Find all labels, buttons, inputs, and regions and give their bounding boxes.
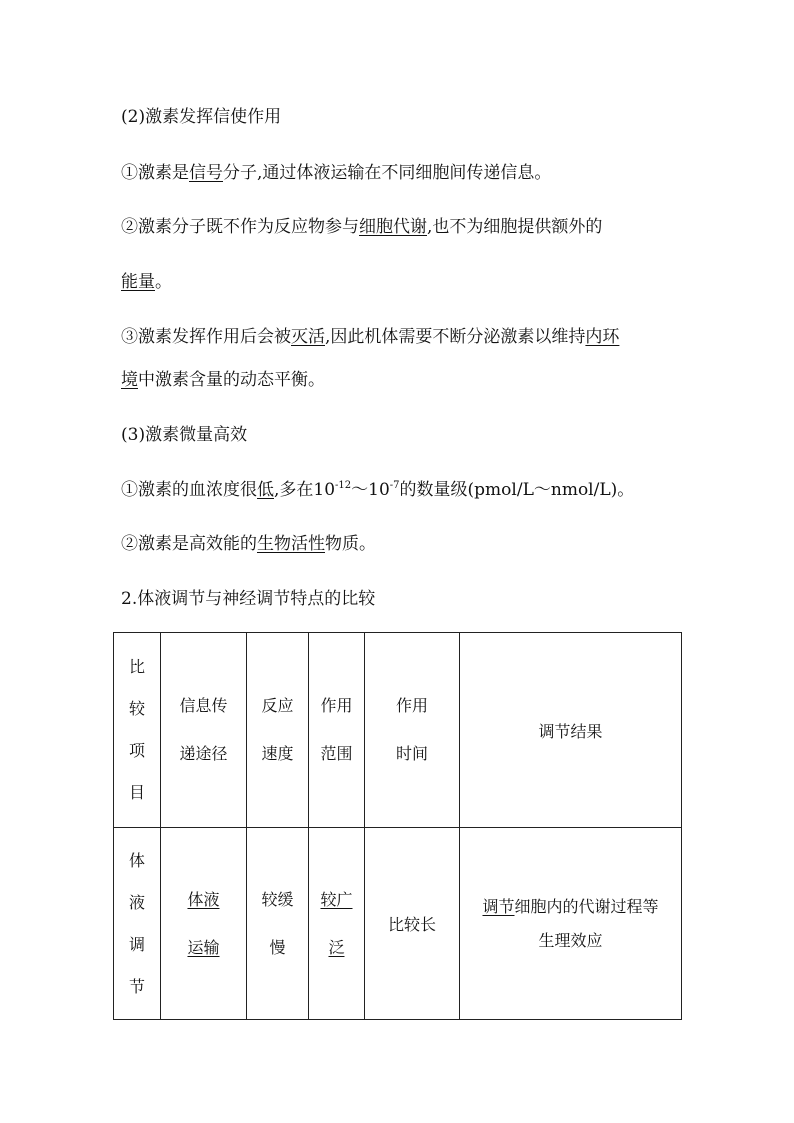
paragraph-5 xyxy=(121,532,376,556)
text: ②激素是高效能的 xyxy=(121,534,257,554)
answer-blank: 泛 xyxy=(328,937,345,957)
answer-blank: 较广 xyxy=(320,889,353,909)
text: ③激素发挥作用后会被 xyxy=(121,327,291,347)
cell-text: 调节结果 xyxy=(538,721,603,741)
paragraph-2-cont xyxy=(121,270,172,294)
text: ②激素分子既不作为反应物参与 xyxy=(121,217,359,237)
row-item xyxy=(114,828,161,1020)
answer-blank: 生物活性 xyxy=(257,534,325,554)
cell-text: 较缓 xyxy=(261,889,294,909)
result-line-2 xyxy=(460,929,681,953)
answer-blank: 灭活 xyxy=(291,327,325,347)
header-item xyxy=(114,633,161,828)
section-heading-table xyxy=(121,587,375,611)
answer-blank: 运输 xyxy=(187,937,220,957)
heading-text: 2.体液调节与神经调节特点的比较 xyxy=(121,589,376,609)
text: ～10 xyxy=(351,480,390,500)
section-heading-2 xyxy=(121,105,281,129)
cell-text: 信息传 xyxy=(179,696,228,715)
cell-text: 比较长 xyxy=(387,915,436,934)
row-result xyxy=(460,828,682,1020)
answer-blank: 信号 xyxy=(189,163,223,183)
paragraph-4 xyxy=(121,478,634,502)
text: 中激素含量的动态平衡。 xyxy=(138,370,325,390)
text: 的数量级(pmol/L～nmol/L)。 xyxy=(399,480,635,500)
cell-text: 作用 xyxy=(320,696,353,715)
cell-text: 较 xyxy=(128,699,145,718)
header-path xyxy=(161,633,247,828)
header-range xyxy=(309,633,365,828)
cell-text: 慢 xyxy=(269,937,286,957)
text: ,也不为细胞提供额外的 xyxy=(427,217,603,237)
cell-text: 递途径 xyxy=(179,744,228,763)
result-line-1 xyxy=(460,895,681,919)
exponent: -7 xyxy=(389,480,400,491)
answer-blank: 内环 xyxy=(585,327,620,347)
cell-text: 反应 xyxy=(261,696,294,715)
row-path xyxy=(161,828,247,1020)
comparison-table xyxy=(113,632,682,1020)
heading-text: (2)激素发挥信使作用 xyxy=(121,107,282,127)
cell-text: 时间 xyxy=(395,744,428,763)
header-speed xyxy=(247,633,309,828)
row-range xyxy=(309,828,365,1020)
cell-text: 细胞内的代谢过程等 xyxy=(514,896,659,916)
header-result xyxy=(460,633,682,828)
answer-blank: 低 xyxy=(257,480,274,500)
cell-text: 速度 xyxy=(261,744,294,763)
cell-text: 目 xyxy=(128,783,145,802)
header-time xyxy=(365,633,460,828)
cell-text: 作用 xyxy=(395,696,428,715)
text: 。 xyxy=(155,272,172,292)
paragraph-3 xyxy=(121,325,619,349)
text: ,多在10 xyxy=(274,480,336,500)
cell-text: 比 xyxy=(128,657,145,676)
table-header-row xyxy=(114,633,682,828)
paragraph-2 xyxy=(121,215,602,239)
cell-text: 体 xyxy=(128,850,145,870)
row-time xyxy=(365,828,460,1020)
cell-text: 调 xyxy=(128,934,145,954)
answer-blank: 能量 xyxy=(121,272,155,292)
answer-blank: 体液 xyxy=(187,889,220,909)
text: 物质。 xyxy=(325,534,376,554)
paragraph-3-cont xyxy=(121,368,325,392)
answer-blank: 细胞代谢 xyxy=(359,217,427,237)
section-heading-3 xyxy=(121,423,247,447)
text: ①激素的血浓度很 xyxy=(121,480,257,500)
text: ,因此机体需要不断分泌激素以维持 xyxy=(325,327,586,347)
cell-text: 范围 xyxy=(320,744,353,763)
text: 分子,通过体液运输在不同细胞间传递信息。 xyxy=(223,163,552,183)
row-speed xyxy=(247,828,309,1020)
heading-text: (3)激素微量高效 xyxy=(121,425,248,445)
cell-text: 节 xyxy=(128,976,145,996)
text: ①激素是 xyxy=(121,163,189,183)
cell-text: 生理效应 xyxy=(538,930,603,950)
cell-text: 项 xyxy=(128,741,145,760)
answer-blank: 调节 xyxy=(482,896,515,916)
exponent: -12 xyxy=(335,480,352,491)
table-row xyxy=(114,828,682,1020)
cell-text: 液 xyxy=(128,892,145,912)
answer-blank: 境 xyxy=(121,370,138,390)
paragraph-1 xyxy=(121,161,551,185)
